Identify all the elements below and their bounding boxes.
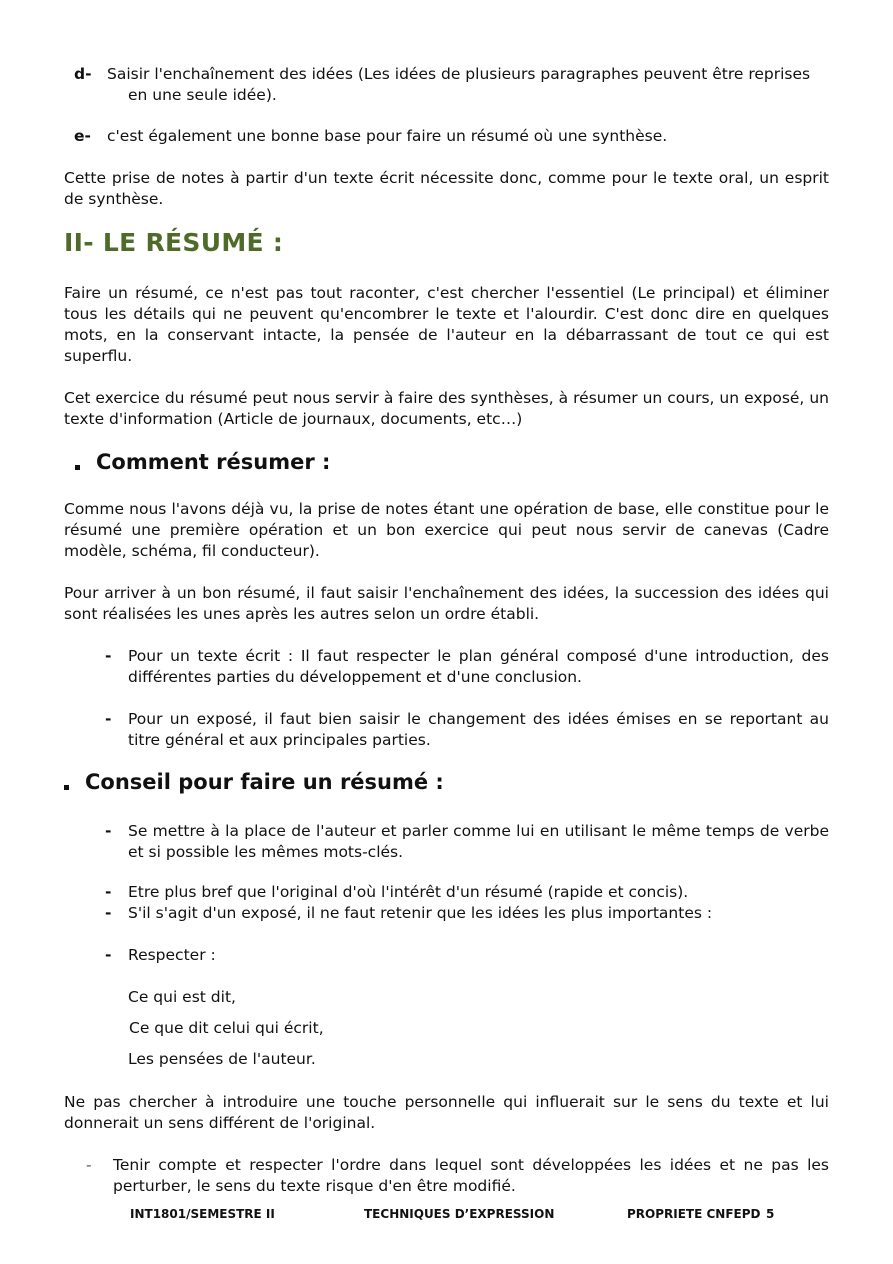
list-label: e-: [74, 127, 91, 145]
dash-bullet-icon: -: [105, 647, 112, 665]
square-bullet-icon: [64, 785, 69, 790]
comment-bullet-2: Pour un exposé, il faut bien saisir le changement des idées émises en se reportant au titre général et aux principales parties.: [128, 710, 829, 749]
list-text-continued: en une seule idée).: [128, 86, 277, 104]
section-title: II- LE RÉSUMÉ :: [64, 228, 284, 257]
resume-paragraph-1: Faire un résumé, ce n'est pas tout raconter, c'est chercher l'essentiel (Le principal) et éliminer tous les détails qui ne peuvent qu'encombrer le texte et l'alourdir. C'est donc dire en quelques mots, en la conservant intacte, la pensée de l'auteur en la débarrassant de tout ce qui est superflu.: [64, 284, 829, 365]
conseil-bullet-3: S'il s'agit d'un exposé, il ne faut retenir que les idées les plus importantes :: [128, 904, 713, 922]
dash-bullet-icon: -: [105, 946, 112, 964]
list-item-e: [64, 126, 829, 147]
comment-bullet-1: Pour un texte écrit : Il faut respecter le plan général composé d'une introduction, des différentes parties du développement et d'une conclusion.: [128, 647, 829, 686]
comment-paragraph-2: Pour arriver à un bon résumé, il faut saisir l'enchaînement des idées, la succession des idées qui sont réalisées les unes après les autres selon un ordre établi.: [64, 584, 829, 623]
final-paragraph: Ne pas chercher à introduire une touche personnelle qui influerait sur le sens du texte et lui donnerait un sens différent de l'original.: [64, 1093, 829, 1132]
respect-line-2: Ce que dit celui qui écrit,: [129, 1019, 324, 1037]
list-text: Saisir l'enchaînement des idées (Les idées de plusieurs paragraphes peuvent être reprises: [107, 65, 811, 83]
page-number: 5: [766, 1207, 775, 1221]
footer-code: INT1801/SEMESTRE II: [130, 1207, 275, 1221]
conseil-bullet-4: Respecter :: [128, 946, 216, 964]
dash-bullet-icon: -: [105, 904, 112, 922]
respect-line-1: Ce qui est dit,: [128, 988, 236, 1006]
conseil-bullet-2: Etre plus bref que l'original d'où l'intérêt d'un résumé (rapide et concis).: [128, 883, 689, 901]
dash-bullet-icon: -: [105, 822, 112, 840]
list-text: c'est également une bonne base pour faire un résumé où une synthèse.: [107, 127, 668, 145]
resume-paragraph-2: Cet exercice du résumé peut nous servir à faire des synthèses, à résumer un cours, un exposé, un texte d'information (Article de journaux, documents, etc…): [64, 389, 829, 428]
square-bullet-icon: [75, 465, 80, 470]
comment-paragraph-1: Comme nous l'avons déjà vu, la prise de notes étant une opération de base, elle constitue pour le résumé une première opération et un bon exercice qui peut nous servir de canevas (Cadre modèle, schéma, fil conducteur).: [64, 500, 829, 560]
dash-bullet-icon: -: [105, 710, 112, 728]
conseil-bullet-1: Se mettre à la place de l'auteur et parler comme lui en utilisant le même temps de verbe et si possible les mêmes mots-clés.: [128, 822, 829, 861]
heading-comment-resumer: Comment résumer :: [96, 450, 331, 474]
dash-bullet-icon: -: [86, 1156, 92, 1174]
respect-line-3: Les pensées de l'auteur.: [128, 1050, 316, 1068]
intro-paragraph: Cette prise de notes à partir d'un texte écrit nécessite donc, comme pour le texte oral, un esprit de synthèse.: [64, 169, 829, 208]
heading-conseil: Conseil pour faire un résumé :: [85, 770, 444, 794]
list-item-d: [64, 64, 829, 106]
list-label: d-: [74, 65, 92, 83]
footer-owner: PROPRIETE CNFEPD: [627, 1207, 761, 1221]
last-bullet: Tenir compte et respecter l'ordre dans lequel sont développées les idées et ne pas les perturber, le sens du texte risque d'en être modifié.: [113, 1156, 829, 1195]
footer-course: TECHNIQUES D’EXPRESSION: [364, 1207, 555, 1221]
dash-bullet-icon: -: [105, 883, 112, 901]
